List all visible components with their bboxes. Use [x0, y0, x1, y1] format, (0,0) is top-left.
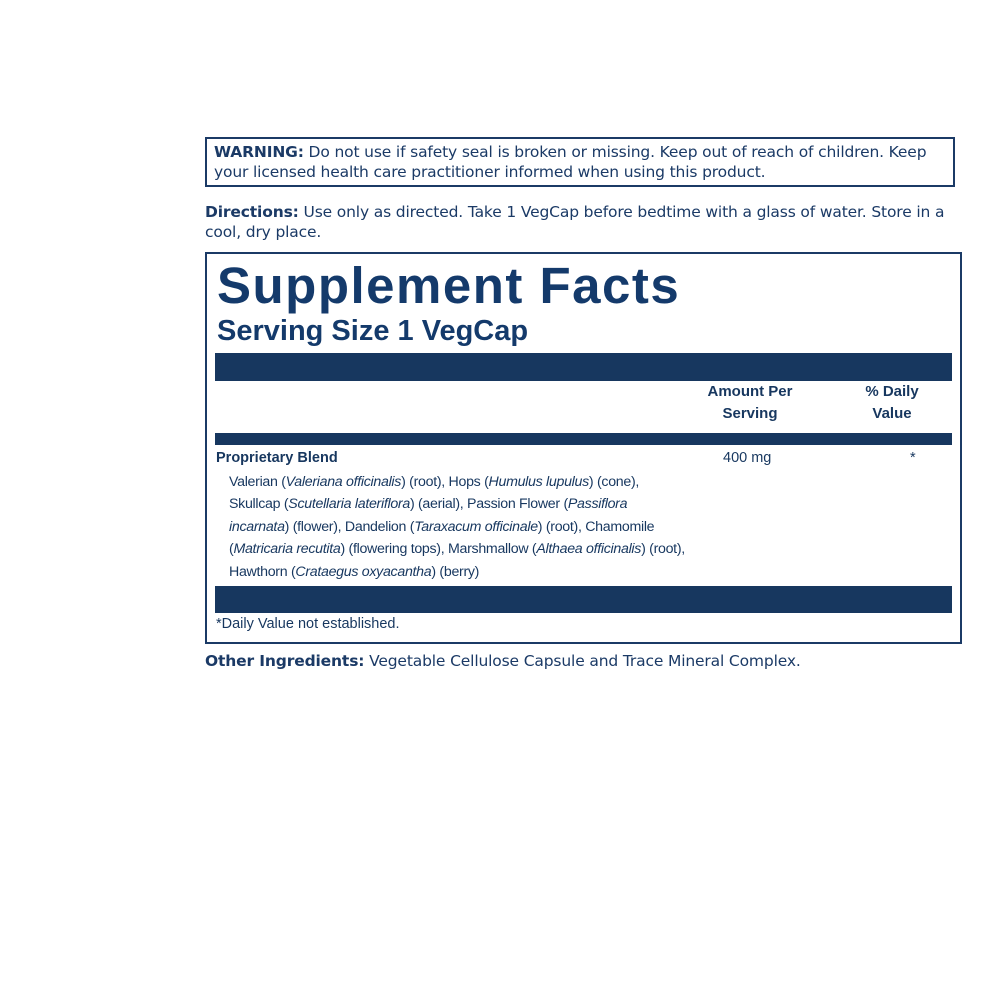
column-header-daily-value: [847, 381, 937, 425]
ingredient-text: ) (root), Chamomile (: [229, 518, 655, 558]
other-ingredients-text: Vegetable Cellulose Capsule and Trace Mineral Complex.: [364, 652, 801, 670]
other-ingredients: [205, 651, 985, 671]
warning-text: Do not use if safety seal is broken or missing. Keep out of reach of children. Keep your licensed health care practitioner informed when using this product.: [214, 143, 927, 181]
ingredient-text: ) (cone), Skullcap (: [229, 474, 640, 513]
footnote: *Daily Value not established.: [216, 616, 400, 632]
facts-title: Supplement Facts: [217, 257, 681, 314]
ingredient-text: ) (aerial), Passion Flower (: [409, 496, 568, 513]
supplement-facts-panel: [205, 252, 962, 644]
divider-bar-bottom: [215, 586, 952, 613]
ingredient-text: ) (flower), Dandelion (: [284, 518, 415, 535]
ingredient-text: ) (root), Hops (: [401, 474, 489, 490]
serving-size: Serving Size 1 VegCap: [217, 315, 529, 347]
blend-ingredients: [229, 471, 689, 583]
blend-daily-value: *: [910, 450, 916, 466]
column-header-amount-line1: Amount Per: [707, 383, 793, 400]
ingredient-text: ) (berry): [431, 563, 480, 580]
blend-name: Proprietary Blend: [216, 450, 338, 466]
ingredient-latin-name: Matricaria recutita: [233, 541, 341, 558]
directions: [205, 203, 965, 242]
column-header-dv-line1: % Daily: [865, 383, 919, 400]
warning-label: WARNING:: [214, 143, 304, 161]
column-header-dv-line2: Value: [872, 405, 912, 422]
column-header-amount: [697, 381, 803, 425]
divider-bar-middle: [215, 433, 952, 445]
directions-text: Use only as directed. Take 1 VegCap before bedtime with a glass of water. Store in a cool, dry place.: [205, 203, 945, 241]
ingredient-latin-name: Valeriana officinalis: [285, 474, 402, 490]
warning-box: [205, 137, 955, 187]
other-ingredients-label: Other Ingredients:: [205, 652, 365, 670]
ingredient-latin-name: Humulus lupulus: [488, 474, 589, 490]
ingredient-text: ) (flowering tops), Marshmallow (: [340, 541, 537, 558]
ingredient-latin-name: Taraxacum officinale: [414, 518, 538, 535]
ingredient-latin-name: Althaea officinalis: [536, 541, 642, 558]
ingredient-latin-name: Passiflora incarnata: [229, 496, 628, 535]
ingredient-text: Valerian (: [229, 474, 286, 490]
directions-label: Directions:: [205, 203, 299, 221]
ingredient-latin-name: Scutellaria lateriflora: [288, 496, 410, 513]
column-header-amount-line2: Serving: [722, 405, 778, 422]
blend-amount: 400 mg: [723, 450, 772, 466]
ingredient-text: ) (root), Hawthorn (: [229, 541, 685, 580]
ingredient-latin-name: Crataegus oxyacantha: [295, 563, 432, 580]
divider-bar-top: [215, 353, 952, 381]
